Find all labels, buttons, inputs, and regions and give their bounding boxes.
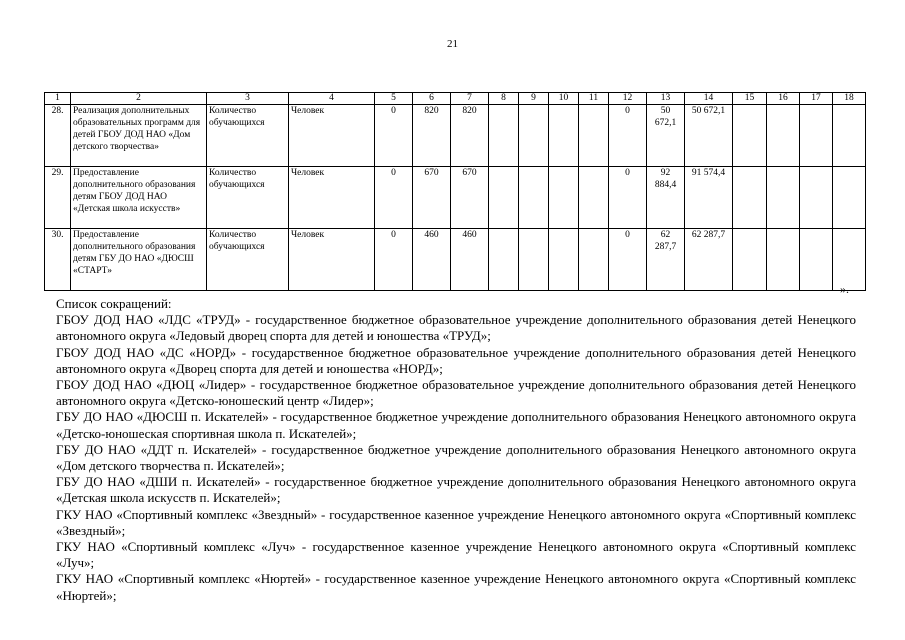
- table-cell: [800, 105, 833, 167]
- table-cell: Количество обучающихся: [207, 167, 289, 229]
- column-header: 3: [207, 93, 289, 105]
- abbreviations-title: Список сокращений:: [56, 296, 172, 311]
- table-cell: 29.: [45, 167, 71, 229]
- table-cell: 0: [609, 229, 647, 291]
- table-cell: Человек: [289, 167, 375, 229]
- table-cell: 50 672,1: [685, 105, 733, 167]
- table-cell: 670: [451, 167, 489, 229]
- column-header: 16: [767, 93, 800, 105]
- table-cell: Количество обучающихся: [207, 229, 289, 291]
- table-cell: [549, 105, 579, 167]
- table-cell: [800, 229, 833, 291]
- table-cell: 92 884,4: [647, 167, 685, 229]
- table-cell: 28.: [45, 105, 71, 167]
- column-header: 1: [45, 93, 71, 105]
- table-row: [45, 105, 866, 167]
- table-cell: 820: [413, 105, 451, 167]
- table-cell: [833, 167, 866, 229]
- table-cell: [489, 229, 519, 291]
- table-cell: 0: [609, 167, 647, 229]
- table-cell: Человек: [289, 105, 375, 167]
- table-cell: 0: [375, 167, 413, 229]
- column-header: 7: [451, 93, 489, 105]
- column-header: 15: [733, 93, 767, 105]
- table-cell: [489, 105, 519, 167]
- table-cell: [733, 105, 767, 167]
- column-header: 5: [375, 93, 413, 105]
- table-cell: [579, 229, 609, 291]
- table-cell: 0: [375, 229, 413, 291]
- table-cell: [733, 167, 767, 229]
- table-cell: Количество обучающихся: [207, 105, 289, 167]
- table-cell: Человек: [289, 229, 375, 291]
- table-cell: Предоставление дополнительного образования детям ГБУ ДО НАО «ДЮСШ «СТАРТ»: [71, 229, 207, 291]
- abbreviations-section: [56, 296, 856, 604]
- table-cell: [549, 167, 579, 229]
- table-cell: [833, 105, 866, 167]
- table-cell: [519, 229, 549, 291]
- column-header: 18: [833, 93, 866, 105]
- table-cell: [519, 167, 549, 229]
- table-cell: [579, 105, 609, 167]
- column-header: 14: [685, 93, 733, 105]
- table-cell: [489, 167, 519, 229]
- table-cell: [549, 229, 579, 291]
- column-header: 12: [609, 93, 647, 105]
- table-cell: [579, 167, 609, 229]
- services-table: [44, 92, 866, 291]
- table-cell: 460: [451, 229, 489, 291]
- table-cell: 30.: [45, 229, 71, 291]
- column-header: 4: [289, 93, 375, 105]
- table-cell: 0: [609, 105, 647, 167]
- table-cell: [767, 229, 800, 291]
- abbreviation-entry: ГБОУ ДОД НАО «ДС «НОРД» - государственное бюджетное образовательное учреждение дополнительного образования детей Ненецкого автономного округа «Дворец спорта для детей и юношества «НОРД»;: [56, 344, 856, 376]
- table-cell: 670: [413, 167, 451, 229]
- table-header-row: [45, 93, 866, 105]
- column-header: 11: [579, 93, 609, 105]
- table-cell: 820: [451, 105, 489, 167]
- table-cell: Реализация дополнительных образовательных программ для детей ГБОУ ДОД НАО «Дом детского творчества»: [71, 105, 207, 167]
- abbreviation-entry: ГБУ ДО НАО «ДДТ п. Искателей» - государственное бюджетное учреждение дополнительного образования Ненецкого автономного округа «Дом детского творчества п. Искателей»;: [56, 441, 856, 474]
- table-cell: 50 672,1: [647, 105, 685, 167]
- abbreviation-entry: ГБОУ ДОД НАО «ЛДС «ТРУД» - государственное бюджетное образовательное учреждение дополнительного образования детей Ненецкого автономного округа «Ледовый дворец спорта для детей и юношества «ТРУД»;: [56, 312, 856, 344]
- closing-quote: ».: [840, 282, 849, 296]
- column-header: 10: [549, 93, 579, 105]
- table-cell: [833, 229, 866, 291]
- table-cell: 62 287,7: [647, 229, 685, 291]
- column-header: 9: [519, 93, 549, 105]
- table-cell: [767, 167, 800, 229]
- abbreviation-entry: ГКУ НАО «Спортивный комплекс «Нюртей» - государственное казенное учреждение Ненецкого автономного округа «Спортивный комплекс «Нюртей»;: [56, 571, 856, 603]
- table-cell: Предоставление дополнительного образования детям ГБОУ ДОД НАО «Детская школа искусств»: [71, 167, 207, 229]
- column-header: 8: [489, 93, 519, 105]
- table-row: [45, 167, 866, 229]
- table-cell: [519, 105, 549, 167]
- abbreviation-entry: ГКУ НАО «Спортивный комплекс «Луч» - государственное казенное учреждение Ненецкого автономного округа «Спортивный комплекс «Луч»;: [56, 539, 856, 571]
- page-number: 21: [447, 38, 458, 50]
- abbreviation-entry: ГБОУ ДОД НАО «ДЮЦ «Лидер» - государственное бюджетное образовательное учреждение дополнительного образования детей Ненецкого автономного округа «Детско-юношеский центр «Лидер»;: [56, 377, 856, 409]
- table-cell: [800, 167, 833, 229]
- column-header: 6: [413, 93, 451, 105]
- table-cell: 460: [413, 229, 451, 291]
- table-cell: [767, 105, 800, 167]
- abbreviation-entry: ГБУ ДО НАО «ДЮСШ п. Искателей» - государственное бюджетное учреждение дополнительного образования Ненецкого автономного округа «Детско-юношеская спортивная школа п. Искателей»;: [56, 409, 856, 441]
- table-cell: 62 287,7: [685, 229, 733, 291]
- column-header: 2: [71, 93, 207, 105]
- abbreviation-entry: ГКУ НАО «Спортивный комплекс «Звездный» - государственное казенное учреждение Ненецкого автономного округа «Спортивный комплекс «Звездный»;: [56, 506, 856, 538]
- table-cell: [733, 229, 767, 291]
- table-row: [45, 229, 866, 291]
- column-header: 13: [647, 93, 685, 105]
- column-header: 17: [800, 93, 833, 105]
- abbreviation-entry: ГБУ ДО НАО «ДШИ п. Искателей» - государственное бюджетное учреждение дополнительного образования Ненецкого автономного округа «Детская школа искусств п. Искателей»;: [56, 474, 856, 506]
- table-cell: 91 574,4: [685, 167, 733, 229]
- table-cell: 0: [375, 105, 413, 167]
